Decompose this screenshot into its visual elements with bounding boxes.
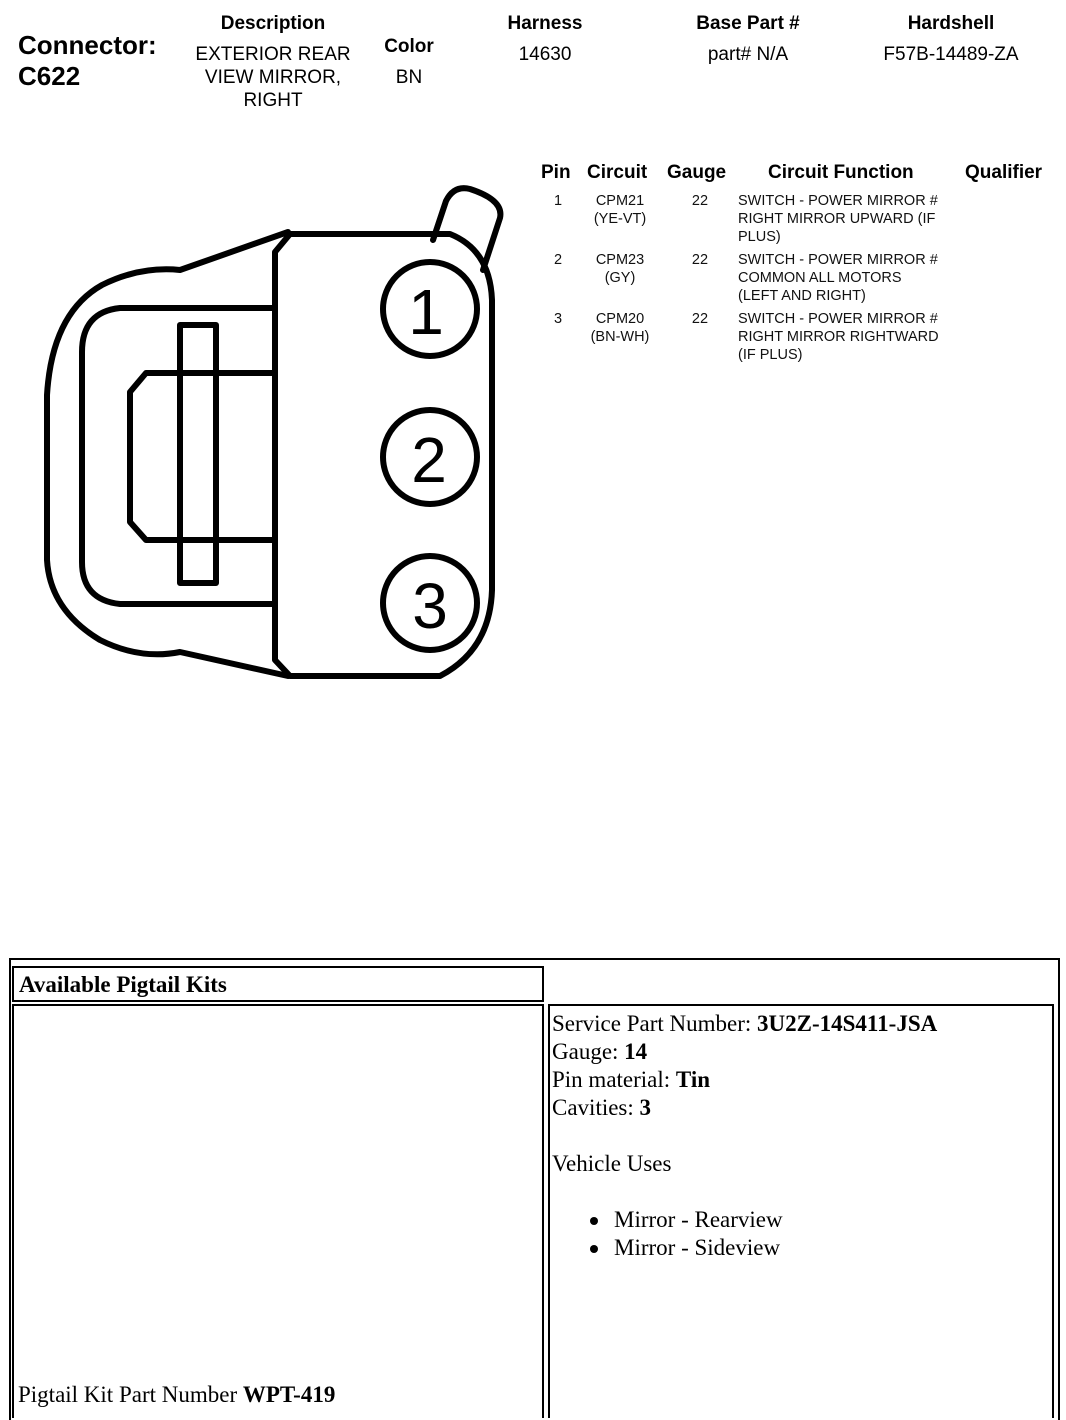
color-label: Color <box>384 36 434 57</box>
pigtail-image-cell <box>12 1004 544 1418</box>
color-value: BN <box>395 67 423 88</box>
function-line: (IF PLUS) <box>738 347 803 363</box>
pin-material <box>552 1066 937 1094</box>
cavity-3-label: 3 <box>412 570 448 642</box>
cavities <box>552 1094 937 1122</box>
gauge-value: 14 <box>624 1039 648 1064</box>
function-line: SWITCH - POWER MIRROR # <box>738 252 938 268</box>
circuit-color: (BN-WH) <box>590 329 650 345</box>
function-line: RIGHT MIRROR RIGHTWARD <box>738 329 939 345</box>
description-line: VIEW MIRROR, <box>204 67 342 88</box>
function-header: Circuit Function <box>768 162 914 183</box>
pigtail-kit-part-number <box>18 1382 335 1408</box>
description-value <box>180 43 366 112</box>
cavities-value: 3 <box>639 1095 652 1120</box>
vehicle-use-item: Mirror - Rearview <box>588 1206 937 1234</box>
function-line: (LEFT AND RIGHT) <box>738 288 866 304</box>
hardshell-value: F57B-14489-ZA <box>883 44 1019 65</box>
gauge-cell: 22 <box>691 311 709 327</box>
vehicle-uses-label: Vehicle Uses <box>552 1151 672 1176</box>
description-label: Description <box>220 13 326 34</box>
connector-latch-outline <box>130 373 275 540</box>
gauge-header: Gauge <box>667 162 727 183</box>
description-line: EXTERIOR REAR <box>195 44 351 65</box>
description-line: RIGHT <box>243 90 303 111</box>
circuit-cell <box>580 310 660 346</box>
qualifier-header: Qualifier <box>965 162 1043 183</box>
gauge-label: Gauge: <box>552 1039 625 1064</box>
connector-label: Connector: <box>18 30 157 60</box>
circuit-code: CPM23 <box>595 252 645 268</box>
pigtail-gauge <box>552 1038 937 1066</box>
base-part-value: part# N/A <box>707 44 789 65</box>
function-cell <box>738 251 968 305</box>
harness-label: Harness <box>507 13 583 34</box>
vehicle-use-item: Mirror - Sideview <box>588 1234 937 1262</box>
pigtail-title-cell <box>12 966 544 1002</box>
service-part-number <box>552 1010 937 1038</box>
circuit-cell <box>580 251 660 287</box>
function-line: SWITCH - POWER MIRROR # <box>738 193 938 209</box>
kit-part-value: WPT-419 <box>242 1382 336 1407</box>
circuit-cell <box>580 192 660 228</box>
cavities-label: Cavities: <box>552 1095 640 1120</box>
function-line: RIGHT MIRROR UPWARD (IF <box>738 211 936 227</box>
circuit-code: CPM20 <box>595 311 645 327</box>
vehicle-uses-list <box>588 1206 937 1262</box>
function-cell <box>738 310 968 364</box>
connector-key-tab <box>433 188 500 270</box>
kit-part-label: Pigtail Kit Part Number <box>18 1382 243 1407</box>
circuit-color: (YE-VT) <box>593 211 647 227</box>
connector-title <box>18 30 157 92</box>
connector-id: C622 <box>18 61 81 91</box>
pin-number: 2 <box>553 252 563 268</box>
cavity-2-label: 2 <box>411 424 447 496</box>
function-line: COMMON ALL MOTORS <box>738 270 902 286</box>
service-part-label: Service Part Number: <box>552 1011 758 1036</box>
function-line: SWITCH - POWER MIRROR # <box>738 311 938 327</box>
gauge-cell: 22 <box>691 193 709 209</box>
hardshell-label: Hardshell <box>907 13 995 34</box>
pin-material-label: Pin material: <box>552 1067 676 1092</box>
pin-number: 1 <box>553 193 563 209</box>
pin-header: Pin <box>541 162 571 183</box>
circuit-header: Circuit <box>587 162 648 183</box>
connector-latch-post <box>180 325 216 583</box>
pin-number: 3 <box>553 311 563 327</box>
pin-material-value: Tin <box>675 1067 711 1092</box>
pigtail-info-cell <box>548 1004 1054 1418</box>
base-part-label: Base Part # <box>696 13 800 34</box>
pigtail-title: Available Pigtail Kits <box>19 972 227 997</box>
function-cell <box>738 192 968 246</box>
circuit-code: CPM21 <box>595 193 645 209</box>
function-line: PLUS) <box>738 229 781 245</box>
circuit-color: (GY) <box>604 270 636 286</box>
harness-value: 14630 <box>518 44 572 65</box>
service-part-value: 3U2Z-14S411-JSA <box>757 1011 938 1036</box>
connector-diagram <box>40 180 520 690</box>
cavity-1-label: 1 <box>408 276 444 348</box>
gauge-cell: 22 <box>691 252 709 268</box>
